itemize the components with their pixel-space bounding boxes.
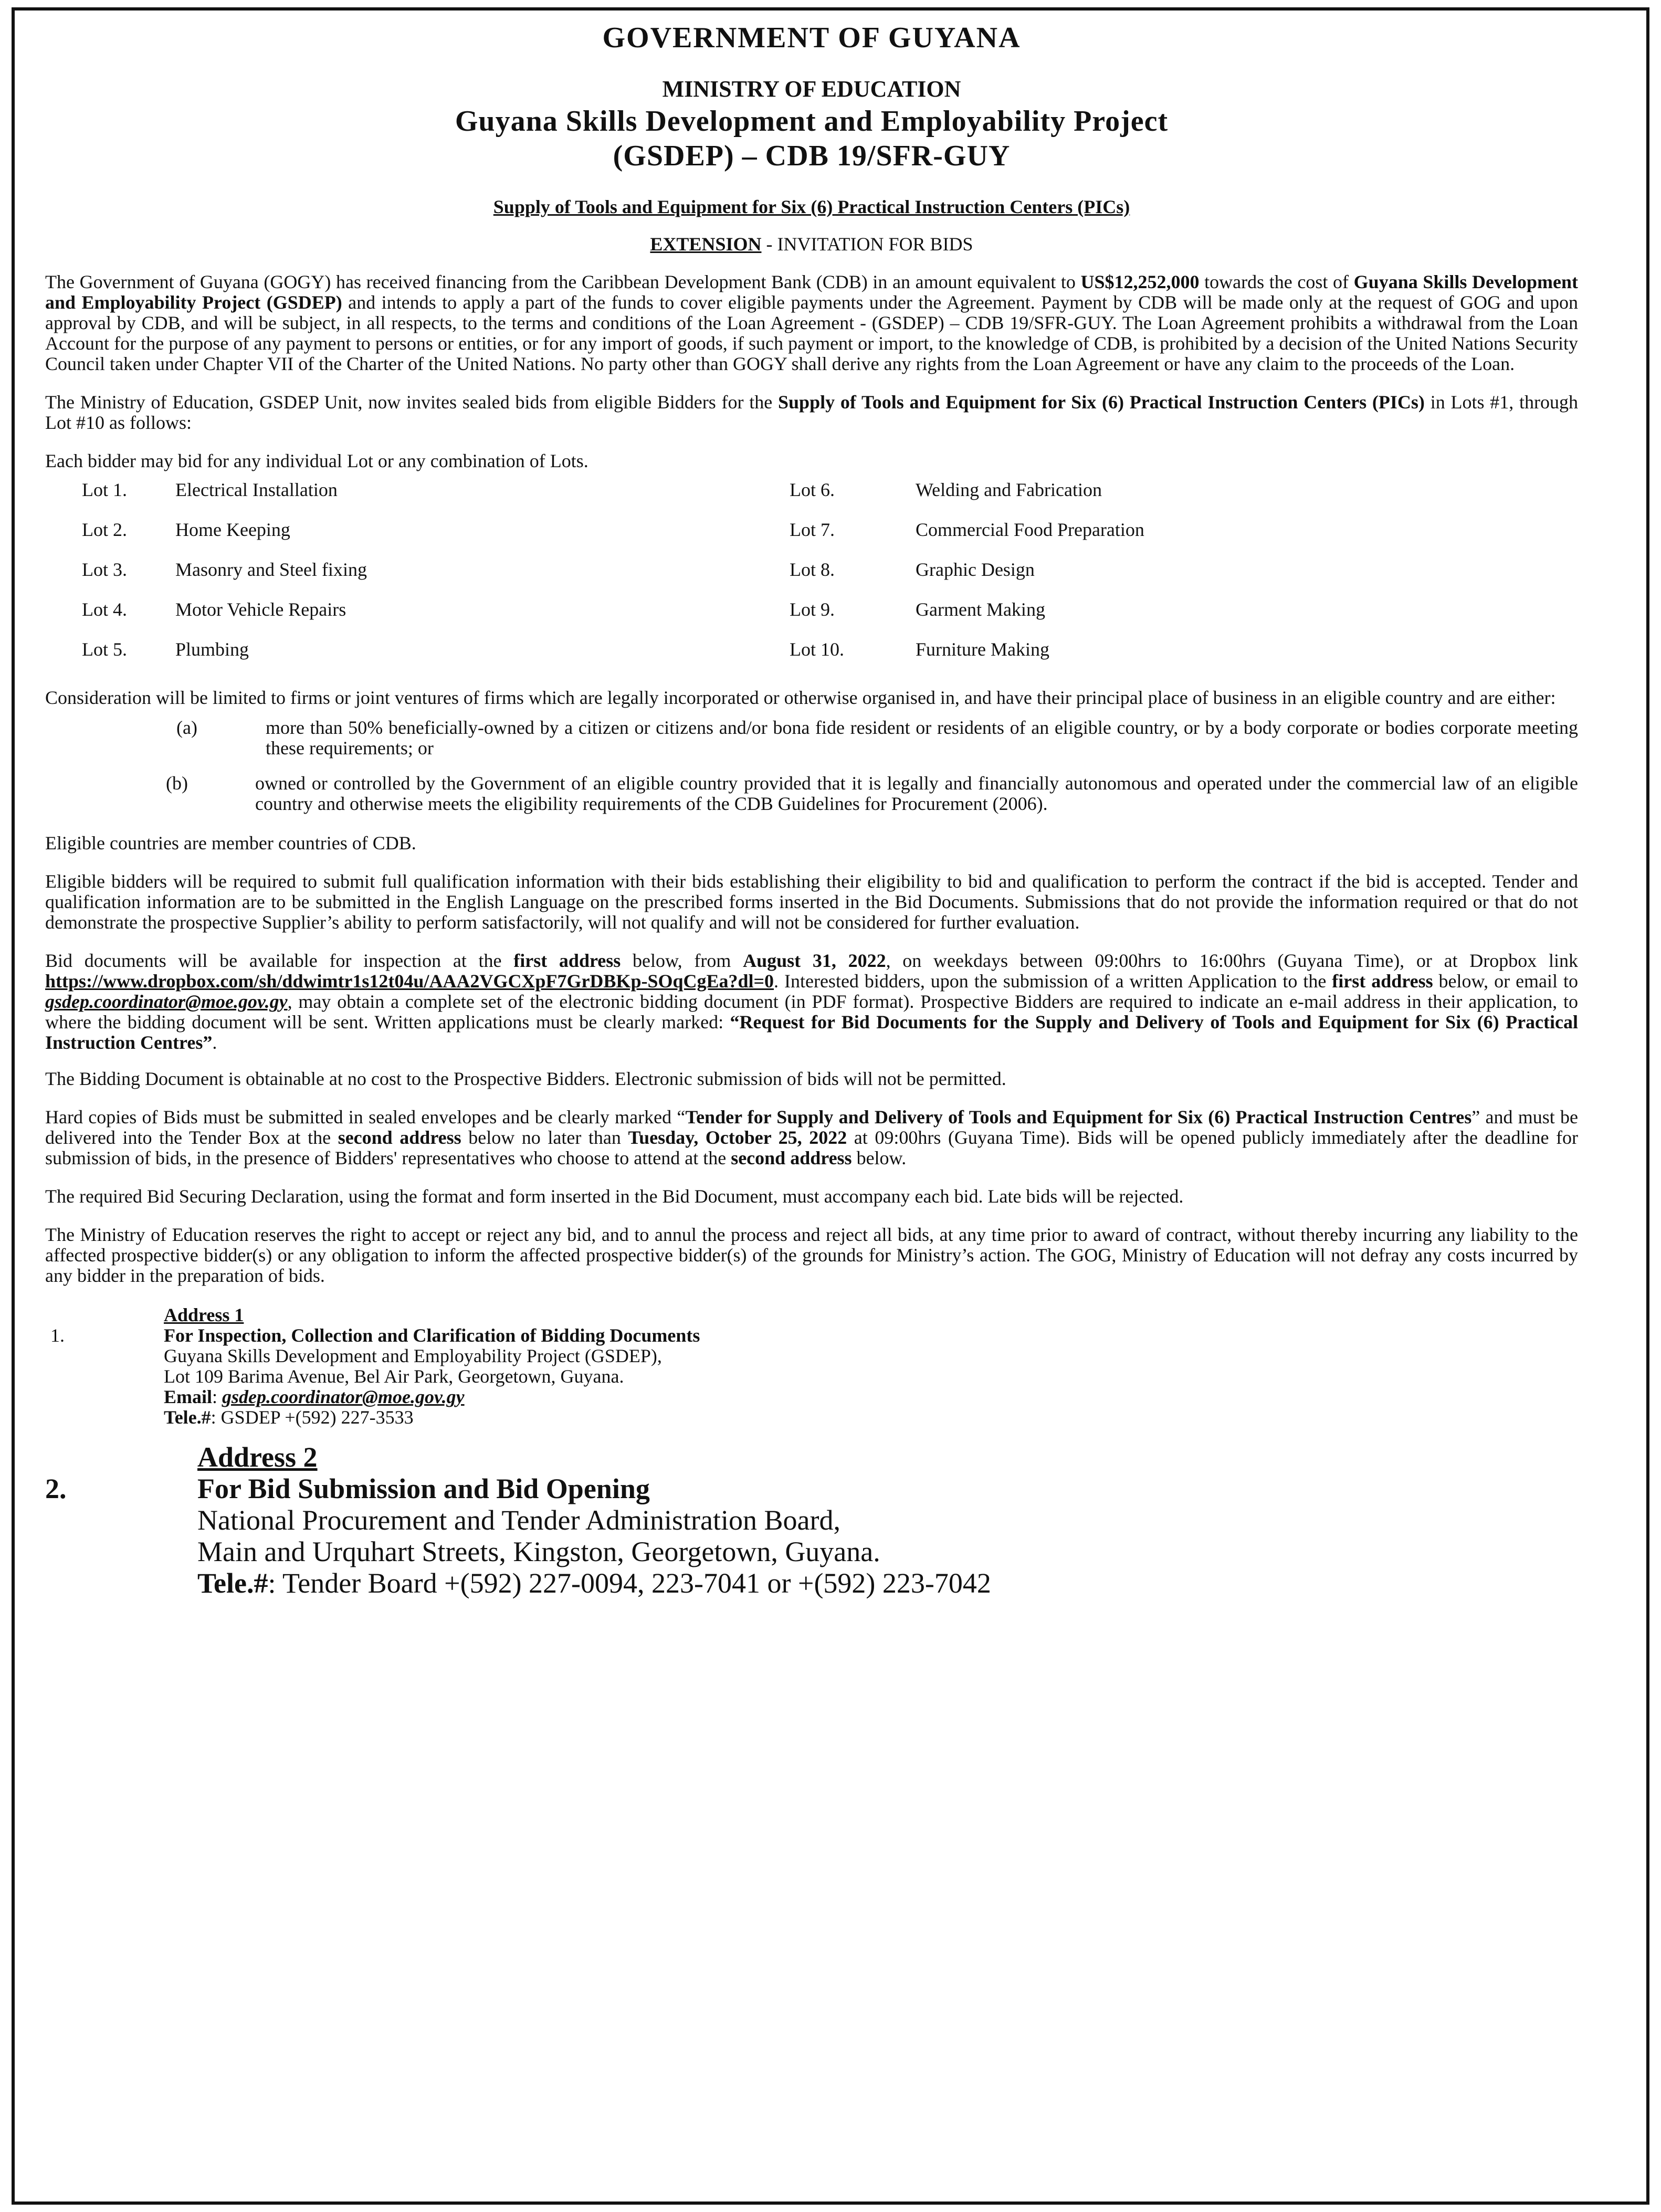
first-address-ref: first address — [1332, 971, 1433, 992]
lot-row — [45, 598, 1578, 638]
lot-name: Masonry and Steel fixing — [175, 559, 367, 580]
project-title-line-1: Guyana Skills Development and Employability Project — [455, 105, 1169, 138]
lot-name: Garment Making — [916, 599, 1045, 620]
email-link[interactable]: gsdep.coordinator@moe.gov.gy — [222, 1386, 465, 1407]
lot-row — [45, 559, 1578, 598]
availability-date: August 31, 2022 — [743, 950, 886, 971]
text: : — [212, 1386, 223, 1407]
paragraph-qualification: Eligible bidders will be required to submit full qualification information with their bids establishing their eligibility to bid and qualification to perform the contract if the bid is accepted. Tender and qualification information are to be submitted in the English Language on the prescribed forms inserted in the Bid Documents. Submissions that do not provide the information required or that do not demonstrate the prospective Supplier’s ability to perform satisfactorily, will not qualify and will not be considered for further evaluation. — [45, 871, 1578, 933]
notice-type-bold: EXTENSION — [650, 234, 762, 255]
amount: US$12,252,000 — [1080, 271, 1200, 292]
address-email — [164, 1387, 700, 1407]
address-heading: Address 1 — [164, 1304, 244, 1325]
lot-number: Lot 3. — [82, 559, 127, 580]
paragraph-rights-reserved: The Ministry of Education reserves the right to accept or reject any bid, and to annul the process and reject all bids, at any time prior to award of contract, without thereby incurring any liability to the affected prospective bidder(s) or any obligation to inform the affected prospective bidder(s) of the grounds for Ministry’s action. The GOG, Ministry of Education will not defray any costs incurred by any bidder in the preparation of bids. — [45, 1224, 1578, 1286]
text: below no later than — [461, 1127, 628, 1148]
address-heading: Address 2 — [197, 1441, 318, 1473]
deadline-date: Tuesday, October 25, 2022 — [628, 1127, 847, 1148]
lot-name: Plumbing — [175, 639, 249, 660]
header — [45, 16, 1578, 257]
address-1 — [45, 1305, 1578, 1428]
paragraph-bid-securing: The required Bid Securing Declaration, using the format and form inserted in the Bid Document, must accompany each bid. Late bids will be rejected. — [45, 1186, 1184, 1207]
ministry-title: MINISTRY OF EDUCATION — [662, 76, 961, 102]
paragraph-invitation — [45, 392, 1578, 433]
notice-type — [45, 231, 1578, 257]
paragraph-no-cost: The Bidding Document is obtainable at no cost to the Prospective Bidders. Electronic submission of bids will not be permitted. — [45, 1068, 1006, 1089]
text: , may obtain a complete set of the electronic bidding document (in PDF format). Prospective Bidders are required to indicate an e-mail address in their application, to where the bidding document will be sent. Written applications must be clearly marked: — [45, 991, 1578, 1033]
lot-number: Lot 8. — [790, 559, 835, 580]
lots-table — [45, 479, 1578, 678]
lot-name: Graphic Design — [916, 559, 1035, 580]
address-number: 1. — [50, 1325, 65, 1346]
eligibility-item-a — [45, 718, 1578, 759]
list-marker: (a) — [176, 717, 197, 738]
lot-row — [45, 479, 1578, 519]
text: The Ministry of Education, GSDEP Unit, now invites sealed bids from eligible Bidders for the — [45, 392, 779, 413]
text: Hard copies of Bids must be submitted in sealed envelopes and be clearly marked “ — [45, 1107, 686, 1128]
project-name: Guyana Skills Development and Employability Project (GSDEP) — [45, 271, 1579, 313]
lot-number: Lot 6. — [790, 479, 835, 500]
project-title-line-2: (GSDEP) – CDB 19/SFR-GUY — [613, 140, 1011, 172]
text: below, from — [621, 950, 743, 971]
address-telephone — [197, 1567, 991, 1599]
address-telephone — [164, 1407, 700, 1428]
text: Bid documents will be available for inspection at the — [45, 950, 514, 971]
tender-marking: Tender for Supply and Delivery of Tools and Equipment for Six (6) Practical Instruction Centres — [685, 1107, 1472, 1128]
lot-name: Furniture Making — [916, 639, 1049, 660]
text: and intends to apply a part of the funds to cover eligible payments under the Agreement. Payment by CDB will be made only at the request of GOG and upon approval by CDB, and will be subject, in all respects, to the terms and conditions of the Loan Agreement - (GSDEP) – CDB 19/SFR-GUY. The Loan Agreement prohibits a withdrawal from the Loan Account for the purpose of any payment to persons or entities, or for any import of goods, if such payment or import, to the knowledge of CDB, is prohibited by a decision of the United Nations Security Council taken under Chapter VII of the Charter of the United Nations. No party other than GOGY shall derive any rights from the Loan Agreement or have any claim to the proceeds of the Loan. — [45, 292, 1578, 374]
paragraph-financing — [45, 272, 1578, 374]
lot-name: Commercial Food Preparation — [916, 519, 1144, 540]
lot-number: Lot 1. — [82, 479, 127, 500]
second-address-ref: second address — [338, 1127, 461, 1148]
lot-number: Lot 7. — [790, 519, 835, 540]
text: The Government of Guyana (GOGY) has received financing from the Caribbean Development Bank (CDB) in an amount equivalent to — [45, 271, 1081, 292]
paragraph-submission — [45, 1107, 1578, 1168]
address-line: National Procurement and Tender Administration Board, — [197, 1504, 840, 1536]
text: below. — [851, 1147, 907, 1168]
list-marker: (b) — [166, 773, 188, 794]
text: . Interested bidders, upon the submission of a written Application to the — [774, 971, 1332, 992]
email-label: Email — [164, 1386, 213, 1407]
telephone-label: Tele.# — [197, 1567, 268, 1599]
paragraph-bid-documents — [45, 951, 1578, 1053]
paragraph-lot-bidding: Each bidder may bid for any individual Lot or any combination of Lots. — [45, 450, 588, 471]
address-purpose: For Inspection, Collection and Clarification of Bidding Documents — [164, 1325, 700, 1346]
supply-title: Supply of Tools and Equipment for Six (6) Practical Instruction Centers (PICs) — [778, 392, 1425, 413]
list-text: owned or controlled by the Government of an eligible country provided that it is legally and financially autonomous and operated under the commercial law of an eligible country and otherwise meets the eligibility requirements of the CDB Guidelines for Procurement (2006). — [255, 773, 1578, 814]
first-address-ref: first address — [513, 950, 621, 971]
list-text: more than 50% beneficially-owned by a citizen or citizens and/or bona fide resident or residents of an eligible country, or by a body corporate or bodies corporate meeting these requirements; or — [266, 717, 1578, 759]
address-line: Main and Urquhart Streets, Kingston, Georgetown, Guyana. — [197, 1536, 880, 1567]
text: below, or email to — [1433, 971, 1578, 992]
address-line: Lot 109 Barima Avenue, Bel Air Park, Georgetown, Guyana. — [164, 1366, 624, 1387]
subject-line: Supply of Tools and Equipment for Six (6) Practical Instruction Centers (PICs) — [493, 196, 1130, 217]
dropbox-link[interactable]: https://www.dropbox.com/sh/ddwimtr1s12t04u/AAA2VGCXpF7GrDBKp-SOqCgEa?dl=0 — [45, 971, 774, 992]
notice-body — [45, 16, 1578, 1599]
lot-row — [45, 519, 1578, 559]
lot-number: Lot 10. — [790, 639, 844, 660]
paragraph-eligible-countries: Eligible countries are member countries of CDB. — [45, 833, 416, 854]
lot-name: Home Keeping — [175, 519, 290, 540]
lot-name: Welding and Fabrication — [916, 479, 1102, 500]
text: at 09:00hrs (Guyana Time). Bids will be opened publicly immediately after the deadline for submission of bids, in the presence of Bidders' representatives who choose to attend at the — [45, 1127, 1578, 1168]
lot-number: Lot 2. — [82, 519, 127, 540]
text: , on weekdays between 09:00hrs to 16:00hrs (Guyana Time), or at Dropbox link — [886, 950, 1579, 971]
lot-number: Lot 9. — [790, 599, 835, 620]
email-link[interactable]: gsdep.coordinator@moe.gov.gy — [45, 991, 288, 1012]
paragraph-consideration: Consideration will be limited to firms or joint ventures of firms which are legally incorporated or otherwise organised in, and have their principal place of business in an eligible country and are either: — [45, 687, 1556, 708]
second-address-ref: second address — [731, 1147, 852, 1168]
lot-row — [45, 638, 1578, 678]
government-title: GOVERNMENT OF GUYANA — [602, 22, 1021, 54]
lot-name: Motor Vehicle Repairs — [175, 599, 346, 620]
telephone-label: Tele.# — [164, 1407, 211, 1428]
address-details — [197, 1441, 991, 1599]
notice-type-rest: - INVITATION FOR BIDS — [761, 234, 973, 255]
text: towards the cost of — [1199, 271, 1354, 292]
application-marking: “Request for Bid Documents for the Supply and Delivery of Tools and Equipment for Six (6) Practical Instruction Centres” — [45, 1012, 1579, 1053]
lot-number: Lot 4. — [82, 599, 127, 620]
text: in Lots #1, through Lot #10 as follows: — [45, 392, 1578, 433]
text: . — [212, 1032, 217, 1053]
lot-number: Lot 5. — [82, 639, 127, 660]
address-purpose: For Bid Submission and Bid Opening — [197, 1473, 650, 1504]
telephone-number: : Tender Board +(592) 227-0094, 223-7041 or +(592) 223-7042 — [268, 1567, 991, 1599]
address-line: Guyana Skills Development and Employability Project (GSDEP), — [164, 1345, 662, 1366]
address-2 — [45, 1441, 1578, 1599]
lot-name: Electrical Installation — [175, 479, 338, 500]
address-number: 2. — [45, 1473, 67, 1504]
telephone-number: : GSDEP +(592) 227-3533 — [211, 1407, 414, 1428]
text: ” and must be delivered into the Tender Box at the — [45, 1107, 1578, 1148]
eligibility-item-b — [45, 773, 1578, 814]
address-details — [164, 1305, 700, 1428]
